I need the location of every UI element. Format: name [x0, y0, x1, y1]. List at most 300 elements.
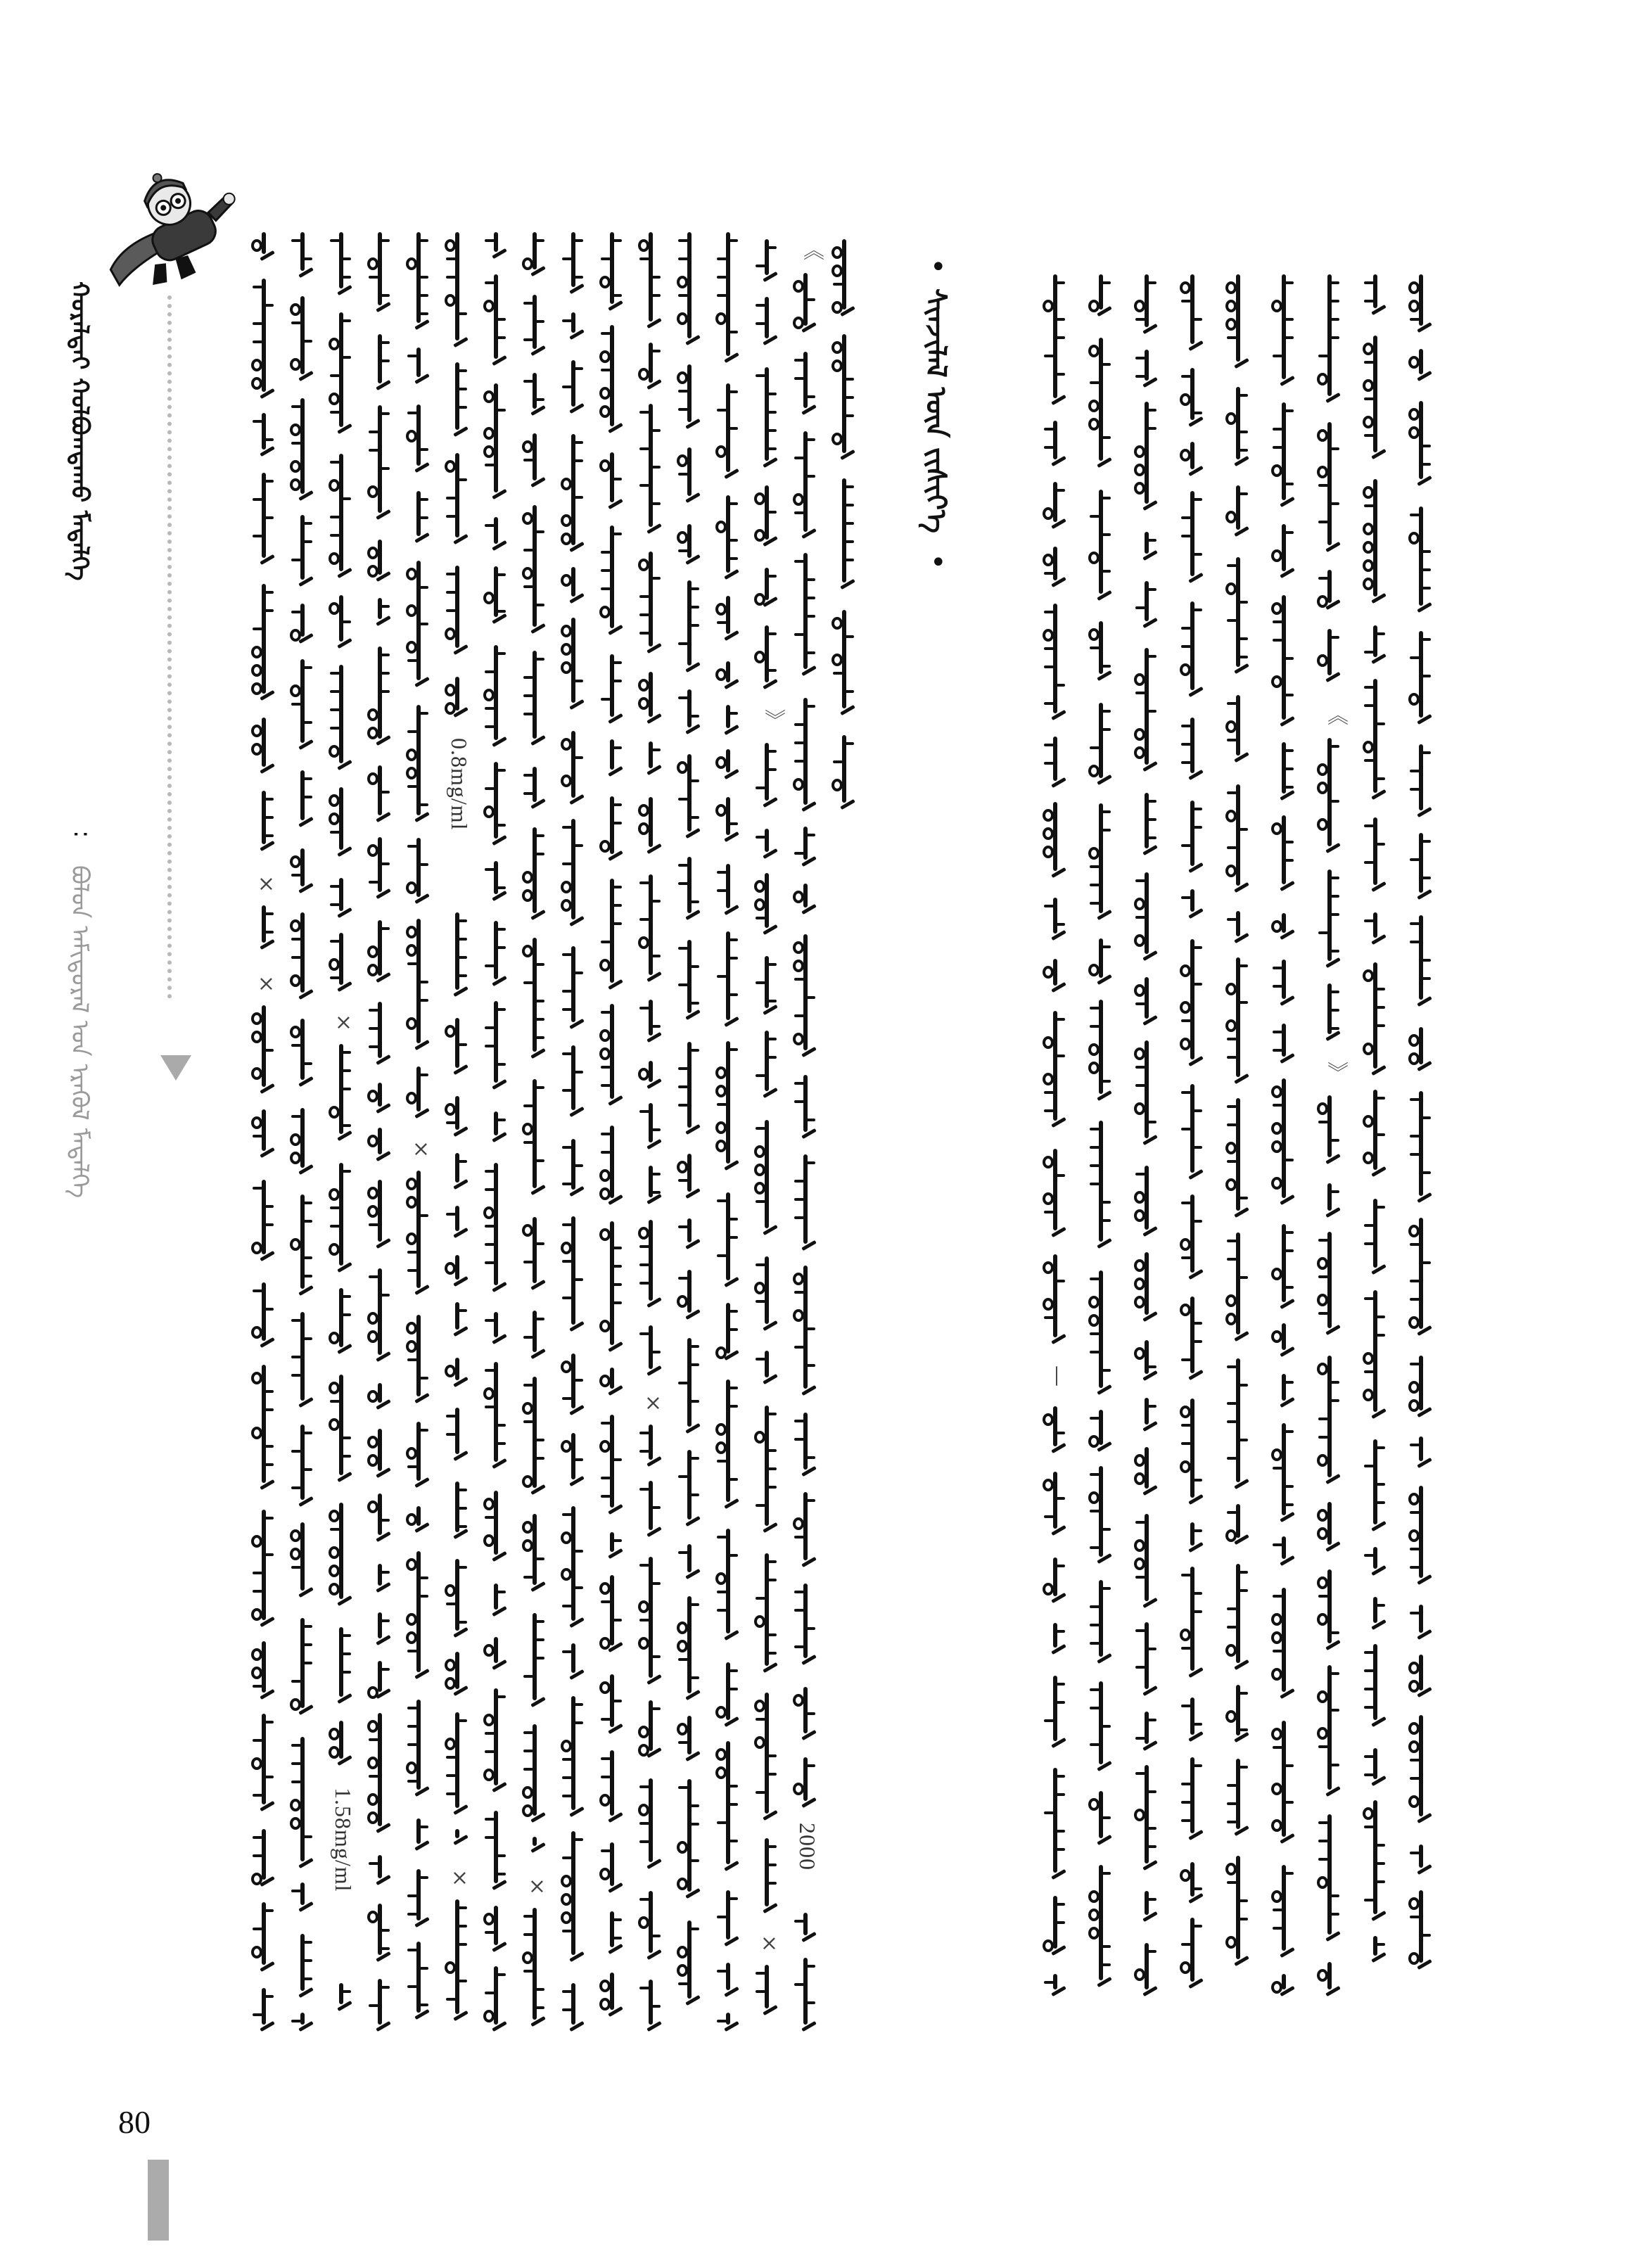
mongolian-word [482, 762, 510, 847]
mongolian-word [1407, 1845, 1435, 1876]
em-dash: — [1045, 1365, 1070, 1387]
mongolian-word [443, 1302, 471, 1338]
mongolian-word [1270, 1721, 1298, 1845]
mongolian-word [753, 1693, 781, 1822]
mongolian-word [675, 524, 703, 566]
mongolian-word [791, 1492, 820, 1569]
text-column [1224, 274, 1252, 2005]
mongolian-word [521, 651, 549, 747]
mongolian-word [1133, 1040, 1161, 1147]
mongolian-word [598, 325, 626, 435]
mongolian-word [366, 540, 394, 583]
mongolian-word [366, 598, 394, 627]
mongolian-word [830, 610, 858, 717]
mongolian-word [598, 739, 626, 778]
mongolian-word [404, 1942, 433, 2021]
mongolian-word [1315, 422, 1344, 554]
mongolian-word [1087, 1865, 1115, 1989]
mongolian-word [753, 1965, 781, 2017]
mongolian-word [482, 232, 510, 260]
text-column [598, 232, 626, 2040]
mongolian-word [1407, 507, 1435, 614]
mongolian-word [521, 232, 549, 278]
mongolian-word [559, 1696, 587, 1818]
mongolian-word [521, 938, 549, 1060]
mongolian-word [366, 1904, 394, 1963]
mongolian-word [1087, 1466, 1115, 1565]
text-column [753, 239, 785, 2040]
mongolian-word [791, 1757, 820, 1809]
text-column [327, 232, 355, 2040]
close-quote: 》 [760, 709, 785, 730]
mongolian-word [753, 625, 781, 691]
mongolian-word [521, 1311, 549, 1361]
mongolian-word [1041, 274, 1069, 407]
mongolian-word [250, 1365, 278, 1491]
mongolian-word [404, 1422, 433, 1489]
mongolian-word [1361, 1199, 1389, 1276]
mongolian-word [1087, 938, 1115, 986]
mongolian-word [1133, 1252, 1161, 1323]
mongolian-word [366, 765, 394, 824]
mongolian-word [404, 1315, 433, 1405]
mongolian-word [598, 1532, 626, 1560]
text-column [1407, 274, 1435, 2005]
mongolian-word [1224, 274, 1252, 370]
mongolian-word [559, 1045, 587, 1119]
mongolian-word [1224, 1564, 1252, 1671]
mongolian-word [753, 239, 781, 284]
mongolian-word [714, 1303, 742, 1362]
mongolian-word [1087, 1580, 1115, 1665]
mongolian-word [1087, 490, 1115, 602]
mongolian-word [830, 478, 858, 591]
mongolian-word [327, 665, 355, 772]
times-sign: × [409, 1137, 433, 1161]
mongolian-word [1178, 368, 1206, 428]
mongolian-word [404, 1066, 433, 1120]
mongolian-word [288, 1522, 317, 1599]
text-column [1133, 274, 1161, 2005]
text-column [1361, 274, 1389, 2005]
mongolian-word [1407, 349, 1435, 383]
mongolian-word [675, 364, 703, 431]
mongolian-word [791, 352, 820, 416]
mongolian-word [288, 1019, 317, 1088]
mongolian-word [714, 705, 742, 737]
mongolian-word [675, 1716, 703, 1763]
mongolian-word [1087, 803, 1115, 922]
mongolian-word [1315, 1665, 1344, 1798]
mongolian-word [791, 431, 820, 540]
mongolian-word [1041, 482, 1069, 530]
mongolian-word [753, 297, 781, 347]
mongolian-word [1315, 1232, 1344, 1337]
mongolian-word [791, 1958, 820, 2033]
text-column [559, 232, 587, 2040]
mongolian-word [598, 1221, 626, 1353]
mongolian-word [559, 1506, 587, 1629]
mongolian-word [1041, 802, 1069, 879]
mongolian-word [1133, 1891, 1161, 1923]
mongolian-word [791, 1584, 820, 1667]
mongolian-word [327, 232, 355, 297]
flying-scholar-mascot [91, 158, 239, 299]
mongolian-word [1133, 1765, 1161, 1872]
mongolian-word [1087, 703, 1115, 786]
mongolian-word [250, 1180, 278, 1263]
concentration-low: 0.8mg/ml [447, 738, 472, 831]
mongolian-word [637, 1778, 665, 1871]
mongolian-word [1361, 336, 1389, 461]
mongolian-word [366, 232, 394, 314]
mongolian-word [637, 232, 665, 330]
mongolian-word [1361, 679, 1389, 801]
mongolian-word [791, 1266, 820, 1397]
mongolian-word [1407, 1655, 1435, 1699]
mongolian-word [675, 1270, 703, 1321]
mongolian-word [675, 1154, 703, 1200]
mongolian-word [288, 296, 317, 383]
mongolian-word [1270, 1323, 1298, 1358]
mongolian-word [1224, 784, 1252, 894]
mongolian-word [366, 1128, 394, 1163]
mongolian-word [1315, 1814, 1344, 1943]
mongolian-word [404, 404, 433, 474]
times-sign: × [641, 1391, 665, 1415]
mongolian-word [1270, 595, 1298, 728]
mongolian-word [1361, 1644, 1389, 1728]
mongolian-word [598, 452, 626, 511]
mongolian-word [288, 604, 317, 645]
text-column [366, 232, 394, 2040]
mongolian-word [1133, 872, 1161, 962]
mongolian-word [288, 2013, 317, 2033]
mongolian-word [482, 1312, 510, 1346]
mongolian-word [753, 1838, 781, 1915]
mongolian-word [753, 568, 781, 609]
mongolian-word [443, 1096, 471, 1138]
mongolian-word [250, 1902, 278, 1973]
mongolian-word [1270, 1865, 1298, 1959]
mongolian-word [1178, 601, 1206, 699]
mongolian-word [1041, 1149, 1069, 1239]
page-number: 80 [118, 2104, 151, 2140]
mongolian-word [1407, 1486, 1435, 1586]
mongolian-word [1041, 547, 1069, 589]
text-column [637, 232, 665, 2040]
mongolian-word [637, 1103, 665, 1151]
mongolian-word [443, 1408, 471, 1463]
chapter-title: ᠬᠤᠷᠠᠯᠳᠠᠢ ᠬᠣᠯᠪᠣᠭᠳᠠᠬᠤ ᠮᠡᠳᠡᠯᠭᠡ [65, 281, 94, 581]
mongolian-word [404, 1818, 433, 1852]
mongolian-word [753, 367, 781, 469]
mongolian-word [366, 1493, 394, 1543]
mongolian-word [482, 921, 510, 988]
mongolian-word [366, 1979, 394, 2033]
text-column [1270, 274, 1298, 2005]
mongolian-word [1133, 1514, 1161, 1610]
mongolian-word [1361, 1090, 1389, 1178]
mongolian-word [1224, 695, 1252, 764]
mongolian-word [675, 1218, 703, 1251]
mongolian-word [404, 1700, 433, 1798]
mongolian-word [1270, 1024, 1298, 1065]
mongolian-word [1270, 1536, 1298, 1567]
mongolian-word [1178, 889, 1206, 920]
mongolian-word [637, 1166, 665, 1206]
mongolian-word [753, 485, 781, 548]
mongolian-word [1361, 1547, 1389, 1577]
mongolian-word [1270, 1423, 1298, 1524]
text-column [675, 232, 703, 2040]
mongolian-word [559, 434, 587, 554]
mongolian-word [1041, 1254, 1069, 1346]
mongolian-word [327, 312, 355, 435]
mongolian-word [1315, 1502, 1344, 1553]
mongolian-word [1315, 1356, 1344, 1486]
mongolian-word [443, 1018, 471, 1076]
close-quote: 》 [1323, 1062, 1348, 1083]
mongolian-word [1407, 274, 1435, 334]
mongolian-word [675, 232, 703, 347]
mongolian-word [327, 1288, 355, 1356]
mongolian-word [366, 1083, 394, 1115]
mongolian-word [288, 659, 317, 751]
mongolian-word [1224, 1759, 1252, 1837]
mongolian-word [288, 1882, 317, 1913]
mongolian-word [521, 295, 549, 357]
mongolian-word [714, 596, 742, 642]
chapter-subtitle: ᠪᠣᠯᠣᠨ ᠠᠮᠢᠳᠤᠷᠠᠯ ᠤᠨ ᠡᠷᠡᠭᠦᠯ ᠮᠡᠳᠡᠯᠭᠡ [65, 865, 94, 1199]
mongolian-word [598, 525, 626, 637]
mongolian-word [1041, 1768, 1069, 1881]
mongolian-word [559, 232, 587, 295]
mongolian-word [404, 348, 433, 386]
mongolian-word [366, 1612, 394, 1647]
mongolian-word [1178, 274, 1206, 352]
mongolian-word [791, 273, 820, 334]
mongolian-word [1133, 1447, 1161, 1497]
open-quote: 《 [799, 239, 824, 260]
mongolian-word [250, 905, 278, 951]
mongolian-word [714, 1963, 742, 1999]
mongolian-word [250, 1714, 278, 1813]
mongolian-word [482, 1906, 510, 1954]
mongolian-word [482, 566, 510, 625]
mongolian-word [1041, 1406, 1069, 1455]
year-2000: 2000 [795, 1823, 820, 1871]
mongolian-word [1270, 1374, 1298, 1409]
mongolian-word [1224, 1098, 1252, 1219]
mongolian-word [482, 645, 510, 748]
mongolian-word [1041, 1557, 1069, 1605]
mongolian-word [1133, 1398, 1161, 1433]
mongolian-word [366, 920, 394, 984]
mongolian-word [1315, 738, 1344, 855]
mongolian-word [1041, 1472, 1069, 1537]
mongolian-word [1133, 1712, 1161, 1752]
mongolian-word [1087, 1121, 1115, 1250]
mongolian-word [443, 566, 471, 656]
mongolian-word [404, 705, 433, 824]
mongolian-word [521, 505, 549, 635]
text-column [1178, 274, 1206, 2005]
mongolian-word [1407, 1605, 1435, 1641]
open-quote: 《 [1323, 704, 1348, 725]
mongolian-word [521, 1837, 549, 1854]
mongolian-word [1315, 983, 1344, 1043]
bullet-icon: • [930, 251, 947, 284]
mongolian-word [1041, 1676, 1069, 1750]
mongolian-word [1361, 274, 1389, 317]
mongolian-word [1361, 479, 1389, 605]
mongolian-word [1407, 1715, 1435, 1825]
mongolian-word [250, 1988, 278, 2033]
mongolian-word [598, 1368, 626, 1397]
mongolian-word [327, 1983, 355, 2013]
mongolian-word [521, 1217, 549, 1292]
mongolian-word [404, 1869, 433, 1929]
text-column [1315, 274, 1348, 2005]
mongolian-word [366, 1564, 394, 1594]
mongolian-word [1315, 1183, 1344, 1219]
mongolian-word [521, 1377, 549, 1496]
mongolian-word [637, 1061, 665, 1090]
mongolian-word [714, 864, 742, 917]
mongolian-word [753, 1256, 781, 1332]
mongolian-word [1407, 1356, 1435, 1419]
mongolian-word [482, 1111, 510, 1144]
header-dotted-divider [167, 295, 172, 999]
text-column [250, 232, 278, 2040]
times-sign: × [331, 1010, 356, 1035]
mongolian-word [675, 1544, 703, 1581]
mongolian-word [1315, 1569, 1344, 1652]
mongolian-word [250, 718, 278, 775]
mongolian-word [366, 405, 394, 521]
mongolian-word [753, 1553, 781, 1674]
mongolian-word [714, 2013, 742, 2033]
mongolian-word [521, 433, 549, 489]
mongolian-word [443, 453, 471, 546]
mongolian-word [598, 1911, 626, 1956]
mongolian-word [791, 934, 820, 1059]
mongolian-word [443, 362, 471, 438]
mongolian-word [1224, 1685, 1252, 1744]
mongolian-word [250, 413, 278, 458]
mongolian-word [1270, 402, 1298, 509]
mongolian-word [637, 741, 665, 777]
mongolian-word [1361, 1800, 1389, 1923]
mongolian-word [443, 1153, 471, 1191]
mongolian-word [1178, 1757, 1206, 1842]
mongolian-word [366, 1180, 394, 1250]
mongolian-word [1041, 898, 1069, 942]
mongolian-word [327, 1163, 355, 1274]
mongolian-word [1315, 570, 1344, 611]
mongolian-word [1361, 912, 1389, 946]
mongolian-word [521, 767, 549, 810]
mongolian-word [598, 232, 626, 312]
mongolian-word [637, 1220, 665, 1309]
mongolian-word [598, 879, 626, 991]
mongolian-word [1041, 737, 1069, 789]
mongolian-word [1224, 1232, 1252, 1343]
mongolian-word [366, 1429, 394, 1479]
mongolian-word [598, 1674, 626, 1735]
mongolian-word [1270, 1224, 1298, 1311]
text-column [443, 232, 471, 2040]
mongolian-word [482, 1637, 510, 1671]
mongolian-word [404, 232, 433, 331]
mongolian-word [714, 232, 742, 364]
mongolian-word [1133, 1166, 1161, 1238]
mongolian-word [1315, 1962, 1344, 1998]
mongolian-word [288, 1618, 317, 1716]
mongolian-word [1133, 350, 1161, 389]
mongolian-word [482, 1362, 510, 1470]
mongolian-word [753, 829, 781, 860]
mongolian-word [830, 334, 858, 461]
mongolian-word [675, 447, 703, 504]
mongolian-word [327, 595, 355, 650]
mongolian-word [327, 787, 355, 858]
mongolian-word [1178, 442, 1206, 478]
mongolian-word [250, 1282, 278, 1349]
mongolian-word [559, 618, 587, 711]
mongolian-word [1407, 833, 1435, 901]
mongolian-word [327, 1721, 355, 1767]
mongolian-word [482, 1491, 510, 1563]
mongolian-word [250, 1005, 278, 1095]
thumb-tab [148, 2160, 169, 2241]
mongolian-word [1178, 939, 1206, 1068]
mongolian-word [1361, 817, 1389, 893]
mongolian-word [637, 1325, 665, 1377]
mongolian-word [404, 919, 433, 1052]
mongolian-word [753, 873, 781, 936]
mongolian-word [1270, 1588, 1298, 1700]
mongolian-word [1133, 648, 1161, 773]
mongolian-word [1041, 1974, 1069, 1998]
mongolian-word [1178, 1084, 1206, 1181]
mongolian-word [250, 232, 278, 262]
mongolian-word [288, 1312, 317, 1409]
mongolian-word [521, 1079, 549, 1197]
mongolian-word [250, 473, 278, 566]
mongolian-word [598, 1004, 626, 1107]
mongolian-word [675, 940, 703, 1021]
mongolian-word [675, 1779, 703, 1900]
mongolian-word [559, 1216, 587, 1333]
mongolian-word [1361, 1597, 1389, 1631]
mongolian-word [1041, 959, 1069, 994]
mongolian-word [675, 580, 703, 674]
times-sign: × [254, 872, 279, 896]
mongolian-word [1133, 1340, 1161, 1382]
mongolian-word [288, 1194, 317, 1297]
mongolian-word [1361, 1290, 1389, 1420]
mongolian-word [1041, 604, 1069, 722]
mongolian-word [404, 491, 433, 544]
mongolian-word [1270, 960, 1298, 1007]
mongolian-word [250, 1510, 278, 1629]
mongolian-word [366, 1002, 394, 1066]
mongolian-word [714, 1529, 742, 1642]
mongolian-word [753, 743, 781, 809]
mongolian-word [443, 1482, 471, 1541]
